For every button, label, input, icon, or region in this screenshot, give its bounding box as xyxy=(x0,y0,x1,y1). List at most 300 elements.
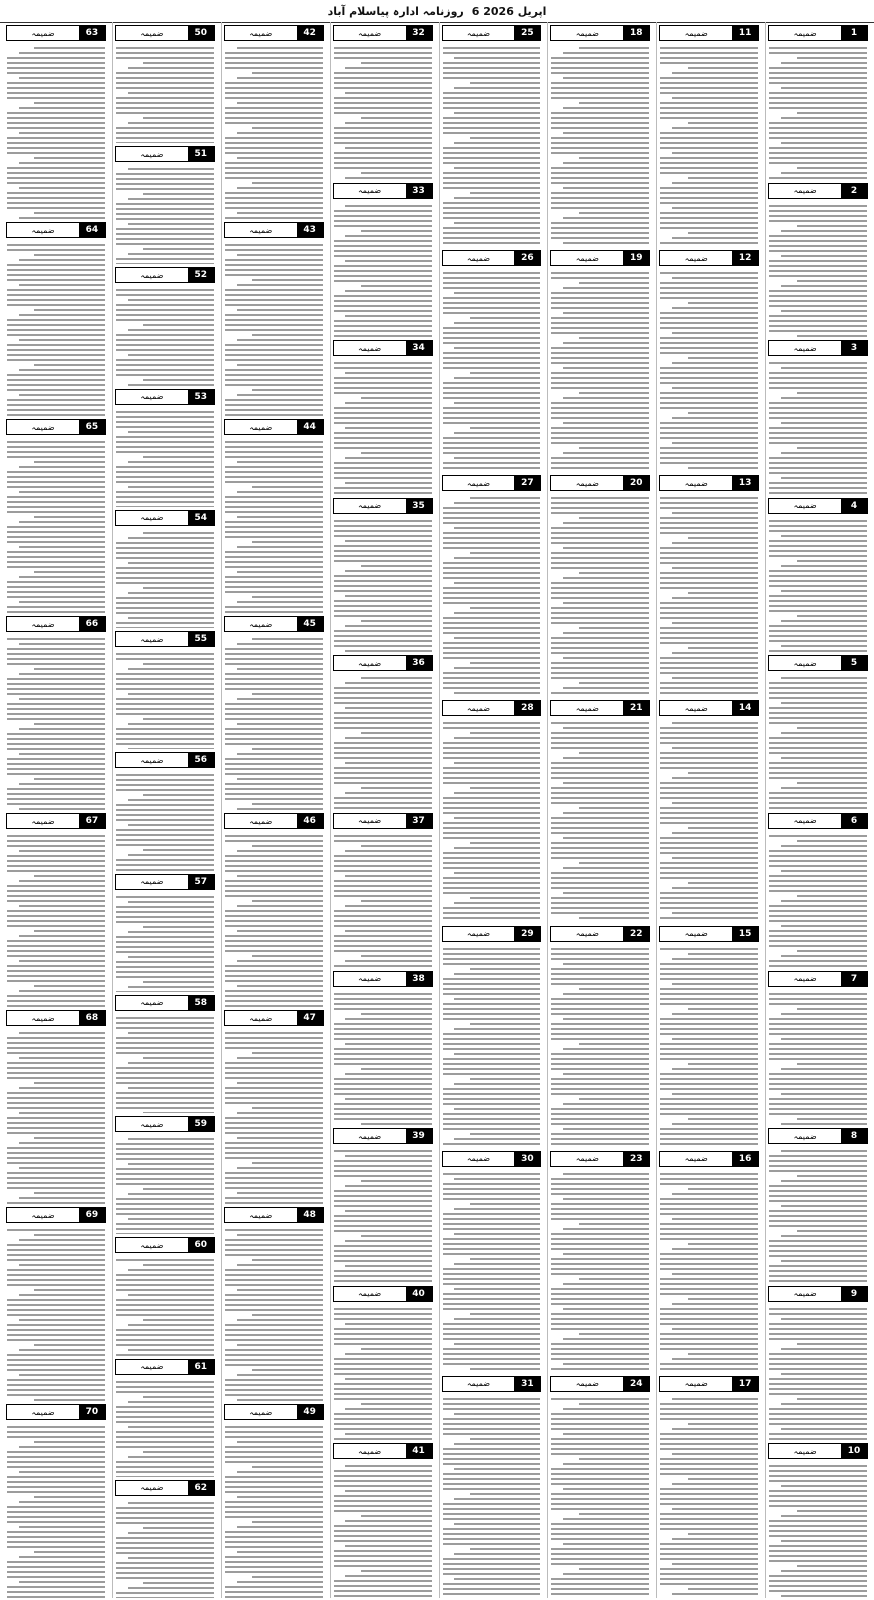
text-line xyxy=(443,722,541,724)
text-line xyxy=(454,902,540,904)
text-line xyxy=(116,1042,214,1044)
text-line xyxy=(34,1289,104,1291)
text-line xyxy=(116,779,214,781)
news-item-body xyxy=(113,285,217,385)
text-line xyxy=(470,552,540,554)
text-line xyxy=(443,807,541,809)
text-line xyxy=(334,807,432,809)
text-line xyxy=(443,47,541,49)
text-line xyxy=(563,1488,649,1490)
news-item-number: 20 xyxy=(623,476,649,490)
text-line xyxy=(116,1562,214,1564)
text-line xyxy=(237,1496,323,1498)
text-line xyxy=(660,292,758,294)
text-line xyxy=(660,877,758,879)
text-line xyxy=(116,1092,214,1094)
text-line xyxy=(660,137,758,139)
text-line xyxy=(551,622,649,624)
text-line xyxy=(143,1188,213,1190)
text-line xyxy=(660,1058,758,1060)
text-line xyxy=(7,446,105,448)
text-line xyxy=(769,1535,867,1537)
text-line xyxy=(660,1268,758,1270)
text-line xyxy=(660,1443,758,1445)
text-line xyxy=(34,212,104,214)
text-line xyxy=(225,207,323,209)
text-line xyxy=(7,925,105,927)
news-item-header xyxy=(6,419,106,435)
text-line xyxy=(7,82,105,84)
text-line xyxy=(454,1413,540,1415)
news-item-number: 25 xyxy=(514,26,540,40)
text-line xyxy=(237,753,323,755)
text-line xyxy=(345,260,431,262)
text-line xyxy=(225,1324,323,1326)
text-line xyxy=(781,230,867,232)
text-line xyxy=(7,611,105,613)
text-line xyxy=(443,1558,541,1560)
text-line xyxy=(225,1239,323,1241)
text-line xyxy=(116,713,214,715)
text-line xyxy=(660,1333,758,1335)
text-line xyxy=(563,577,649,579)
text-line xyxy=(225,1147,323,1149)
text-line xyxy=(551,1533,649,1535)
text-line xyxy=(769,1438,867,1440)
text-line xyxy=(769,1585,867,1587)
text-line xyxy=(443,1008,541,1010)
text-line xyxy=(128,1138,214,1140)
news-item-label: ضمیمہ xyxy=(116,26,188,40)
text-line xyxy=(143,1057,213,1059)
text-line xyxy=(443,727,541,729)
text-line xyxy=(334,840,432,842)
text-line xyxy=(551,847,649,849)
text-line xyxy=(7,389,105,391)
text-line xyxy=(563,77,649,79)
text-line xyxy=(443,1353,541,1355)
text-line xyxy=(116,446,214,448)
text-line xyxy=(672,72,758,74)
news-item-number: 37 xyxy=(406,814,432,828)
news-item-number: 33 xyxy=(406,184,432,198)
text-line xyxy=(660,797,758,799)
news-item-label: ضمیمہ xyxy=(769,1444,841,1458)
text-line xyxy=(128,1269,214,1271)
text-line xyxy=(334,215,432,217)
text-line xyxy=(7,324,105,326)
text-line xyxy=(470,137,540,139)
text-line xyxy=(769,1418,867,1420)
text-line xyxy=(143,62,213,64)
text-line xyxy=(7,354,105,356)
text-line xyxy=(225,1244,323,1246)
text-line xyxy=(334,1028,432,1030)
text-line xyxy=(7,773,105,775)
text-line xyxy=(781,1260,867,1262)
text-line xyxy=(143,1396,213,1398)
text-line xyxy=(443,1483,541,1485)
text-line xyxy=(551,1028,649,1030)
text-line xyxy=(225,840,323,842)
text-line xyxy=(116,819,214,821)
text-line xyxy=(7,1314,105,1316)
text-line xyxy=(769,427,867,429)
text-line xyxy=(237,491,323,493)
text-line xyxy=(551,1063,649,1065)
text-line xyxy=(7,768,105,770)
text-line xyxy=(345,1240,431,1242)
text-line xyxy=(563,867,649,869)
text-line xyxy=(660,742,758,744)
text-line xyxy=(579,47,649,49)
text-line xyxy=(660,432,758,434)
news-item-number: 18 xyxy=(623,26,649,40)
text-line xyxy=(334,335,432,337)
text-line xyxy=(19,880,105,882)
text-line xyxy=(660,1018,758,1020)
text-line xyxy=(116,829,214,831)
text-line xyxy=(660,197,758,199)
text-line xyxy=(769,245,867,247)
text-line xyxy=(781,1150,867,1152)
news-item-header xyxy=(115,1116,215,1132)
text-line xyxy=(116,1552,214,1554)
text-line xyxy=(660,1213,758,1215)
text-line xyxy=(769,1465,867,1467)
text-line xyxy=(334,1200,432,1202)
text-line xyxy=(334,1373,432,1375)
news-item-header xyxy=(550,475,650,491)
text-line xyxy=(225,860,323,862)
text-line xyxy=(551,177,649,179)
text-line xyxy=(116,436,214,438)
news-item xyxy=(440,697,544,922)
text-line xyxy=(443,242,541,244)
text-line xyxy=(443,958,541,960)
text-line xyxy=(579,1098,649,1100)
news-item-number: 68 xyxy=(79,1011,105,1025)
text-line xyxy=(551,1478,649,1480)
text-line xyxy=(116,1173,214,1175)
text-line xyxy=(769,1088,867,1090)
text-line xyxy=(334,152,432,154)
news-item-label: ضمیمہ xyxy=(443,26,515,40)
text-line xyxy=(443,917,541,919)
news-item xyxy=(113,264,217,385)
text-line xyxy=(688,412,758,414)
text-line xyxy=(443,1128,541,1130)
text-line xyxy=(551,152,649,154)
text-line xyxy=(116,1208,214,1210)
text-line xyxy=(237,212,323,214)
text-line xyxy=(7,965,105,967)
text-line xyxy=(345,850,431,852)
text-line xyxy=(143,1582,213,1584)
text-line xyxy=(116,804,214,806)
text-line xyxy=(19,905,105,907)
text-line xyxy=(551,652,649,654)
text-line xyxy=(237,254,323,256)
text-line xyxy=(769,1480,867,1482)
news-columns xyxy=(4,22,870,1598)
text-line xyxy=(781,1570,867,1572)
text-line xyxy=(7,1546,105,1548)
text-line xyxy=(454,612,540,614)
news-item-body xyxy=(766,1146,870,1283)
text-line xyxy=(7,1147,105,1149)
text-line xyxy=(551,532,649,534)
text-line xyxy=(19,643,105,645)
text-line xyxy=(769,762,867,764)
news-item-header xyxy=(768,1286,868,1302)
text-line xyxy=(225,855,323,857)
news-item-label: ضمیمہ xyxy=(334,656,406,670)
news-item-header xyxy=(115,1480,215,1496)
text-line xyxy=(116,1466,214,1468)
text-line xyxy=(443,387,541,389)
text-line xyxy=(769,1353,867,1355)
text-line xyxy=(19,935,105,937)
text-line xyxy=(443,1243,541,1245)
text-line xyxy=(660,1293,758,1295)
text-line xyxy=(563,52,649,54)
text-line xyxy=(334,1343,432,1345)
text-line xyxy=(454,1028,540,1030)
text-line xyxy=(769,492,867,494)
text-line xyxy=(454,292,540,294)
text-line xyxy=(345,1575,431,1577)
text-line xyxy=(551,872,649,874)
news-item-header xyxy=(333,1286,433,1302)
news-item xyxy=(331,810,435,968)
text-line xyxy=(551,1528,649,1530)
text-line xyxy=(34,875,104,877)
news-item-body xyxy=(113,649,217,749)
text-line xyxy=(660,462,758,464)
text-line xyxy=(225,506,323,508)
news-item xyxy=(331,1440,435,1598)
text-line xyxy=(7,1052,105,1054)
news-item xyxy=(331,1283,435,1441)
news-item-number: 42 xyxy=(297,26,323,40)
text-line xyxy=(334,692,432,694)
text-line xyxy=(345,315,431,317)
text-line xyxy=(7,835,105,837)
text-line xyxy=(116,481,214,483)
text-line xyxy=(551,607,649,609)
text-line xyxy=(116,911,214,913)
text-line xyxy=(345,682,431,684)
text-line xyxy=(769,97,867,99)
text-line xyxy=(7,294,105,296)
news-item-label: ضمیمہ xyxy=(116,511,188,525)
text-line xyxy=(116,658,214,660)
text-line xyxy=(443,1478,541,1480)
news-item-number: 57 xyxy=(188,875,214,889)
text-line xyxy=(334,1023,432,1025)
text-line xyxy=(19,808,105,810)
text-line xyxy=(7,207,105,209)
news-item-header xyxy=(333,498,433,514)
text-line xyxy=(579,392,649,394)
text-line xyxy=(551,87,649,89)
text-line xyxy=(660,752,758,754)
news-item-number: 60 xyxy=(188,1238,214,1252)
text-line xyxy=(334,1260,432,1262)
text-line xyxy=(672,567,758,569)
text-line xyxy=(672,1538,758,1540)
text-line xyxy=(443,52,541,54)
text-line xyxy=(551,692,649,694)
text-line xyxy=(334,407,432,409)
news-item-body xyxy=(113,528,217,628)
text-line xyxy=(551,978,649,980)
news-item-number: 58 xyxy=(188,996,214,1010)
text-line xyxy=(225,1501,323,1503)
text-line xyxy=(334,615,432,617)
news-item xyxy=(222,416,326,613)
news-item-header xyxy=(659,1376,759,1392)
text-line xyxy=(769,147,867,149)
text-line xyxy=(225,733,323,735)
text-line xyxy=(443,597,541,599)
text-line xyxy=(19,546,105,548)
text-line xyxy=(7,1249,105,1251)
text-line xyxy=(443,272,541,274)
text-line xyxy=(551,1188,649,1190)
text-line xyxy=(225,773,323,775)
text-line xyxy=(334,1175,432,1177)
text-line xyxy=(551,767,649,769)
text-line xyxy=(361,230,431,232)
news-item xyxy=(222,810,326,1007)
text-line xyxy=(334,1103,432,1105)
text-line xyxy=(660,1203,758,1205)
text-line xyxy=(34,364,104,366)
text-line xyxy=(225,1596,323,1598)
text-line xyxy=(769,260,867,262)
text-line xyxy=(7,197,105,199)
text-line xyxy=(7,486,105,488)
text-line xyxy=(7,703,105,705)
text-line xyxy=(443,77,541,79)
news-item-label: ضمیمہ xyxy=(116,390,188,404)
news-item xyxy=(113,749,217,870)
text-line xyxy=(551,127,649,129)
text-line xyxy=(7,1172,105,1174)
text-line xyxy=(116,946,214,948)
text-line xyxy=(551,1323,649,1325)
text-line xyxy=(660,222,758,224)
text-line xyxy=(769,1003,867,1005)
text-line xyxy=(34,1234,104,1236)
text-line xyxy=(660,52,758,54)
news-item-body xyxy=(440,1169,544,1373)
text-line xyxy=(116,814,214,816)
text-line xyxy=(19,1556,105,1558)
text-line xyxy=(672,1248,758,1250)
text-line xyxy=(116,1072,214,1074)
text-line xyxy=(769,1250,867,1252)
text-line xyxy=(7,374,105,376)
text-line xyxy=(672,677,758,679)
text-line xyxy=(660,367,758,369)
news-item xyxy=(4,416,108,613)
text-line xyxy=(116,213,214,215)
text-line xyxy=(551,842,649,844)
column xyxy=(547,22,652,1598)
news-item-number: 64 xyxy=(79,223,105,237)
text-line xyxy=(116,421,214,423)
text-line xyxy=(443,1398,541,1400)
text-line xyxy=(334,993,432,995)
text-line xyxy=(116,1547,214,1549)
text-line xyxy=(7,840,105,842)
text-line xyxy=(237,1167,323,1169)
text-line xyxy=(334,270,432,272)
text-line xyxy=(7,409,105,411)
text-line xyxy=(237,571,323,573)
text-line xyxy=(443,907,541,909)
text-line xyxy=(769,1265,867,1267)
text-line xyxy=(660,77,758,79)
text-line xyxy=(225,1456,323,1458)
text-line xyxy=(551,1193,649,1195)
text-line xyxy=(551,347,649,349)
text-line xyxy=(769,1058,867,1060)
text-line xyxy=(334,585,432,587)
text-line xyxy=(225,374,323,376)
text-line xyxy=(334,1318,432,1320)
text-line xyxy=(225,117,323,119)
text-line xyxy=(672,1483,758,1485)
text-line xyxy=(660,407,758,409)
text-line xyxy=(781,1403,867,1405)
news-item-label: ضمیمہ xyxy=(225,1011,297,1025)
news-item-number: 27 xyxy=(514,476,540,490)
text-line xyxy=(769,1308,867,1310)
text-line xyxy=(660,672,758,674)
news-item-label: ضمیمہ xyxy=(660,1377,732,1391)
text-line xyxy=(334,305,432,307)
text-line xyxy=(551,382,649,384)
text-line xyxy=(225,1506,323,1508)
text-line xyxy=(797,950,867,952)
text-line xyxy=(116,951,214,953)
text-line xyxy=(551,1563,649,1565)
text-line xyxy=(660,787,758,789)
text-line xyxy=(797,895,867,897)
text-line xyxy=(551,617,649,619)
text-line xyxy=(225,556,323,558)
text-line xyxy=(116,703,214,705)
text-line xyxy=(551,432,649,434)
text-line xyxy=(769,1275,867,1277)
text-line xyxy=(225,107,323,109)
text-line xyxy=(443,1538,541,1540)
text-line xyxy=(660,1548,758,1550)
text-line xyxy=(225,1042,323,1044)
text-line xyxy=(116,1436,214,1438)
text-line xyxy=(688,1063,758,1065)
text-line xyxy=(225,379,323,381)
text-line xyxy=(443,1358,541,1360)
text-line xyxy=(443,647,541,649)
text-line xyxy=(443,572,541,574)
text-line xyxy=(225,269,323,271)
text-line xyxy=(769,1083,867,1085)
